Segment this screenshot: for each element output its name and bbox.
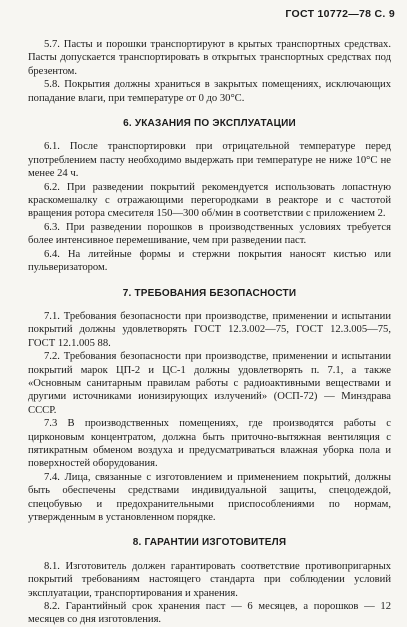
paragraph-5-7: 5.7. Пасты и порошки транспортируют в крытых транспортных средствах. Пасты допускается транспортировать в открытых транспортных средствах под брезентом. [28, 39, 391, 77]
paragraph-6-1: 6.1. После транспортировки при отрицательной температуре перед употреблением пасту необходимо выдержать при температуре не ниже 10°С не менее 24 ч. [28, 141, 391, 180]
paragraph-8-1: 8.1. Изготовитель должен гарантировать соответствие противопригарных покрытий требованиям настоящего стандарта при соблюдении условий эксплуатации, транспортирования и хранения. [28, 560, 391, 599]
section-title-6: 6. УКАЗАНИЯ ПО ЭКСПЛУАТАЦИИ [123, 118, 296, 130]
paragraph-6-2: 6.2. При разведении покрытий рекомендуется использовать лопастную краскомешалку с отражающими перегородками в реакторе и с частотой вращения ротора смесителя 150—300 об/мин в соответствии с приложением 2. [28, 181, 391, 220]
paragraph-7-4: 7.4. Лица, связанные с изготовлением и применением покрытий, должны быть обеспечены средствами индивидуальной защиты, спецодеждой, спецобувью и предохранительными приспособлениями по нормам, утвержденным в установленном порядке. [28, 471, 391, 523]
paragraph-7-1: 7.1. Требования безопасности при производстве, применении и испытании покрытий должны удовлетворять ГОСТ 12.3.002—75, ГОСТ 12.3.005—75, ГОСТ 12.1.005 88. [28, 310, 391, 349]
section-title-8: 8. ГАРАНТИИ ИЗГОТОВИТЕЛЯ [132, 537, 287, 549]
paragraph-5-8: 5.8. Покрытия должны храниться в закрытых помещениях, исключающих попадание влаги, при температуре от 0 до 30°С. [28, 79, 391, 104]
paragraph-7-2: 7.2. Требования безопасности при производстве, применении и испытании покрытий марок ЦП-2 и ЦС-1 должны удовлетворять п. 7.1, а также «Основным санитарным правилам работы с радиоактивными веществами и другими источниками ионизирующих излучений» (ОСП-72) — Минздрава СССР. [28, 351, 391, 416]
paragraph-8-2: 8.2. Гарантийный срок хранения паст — 6 месяцев, а порошков — 12 месяцев со дня изготовления. [28, 601, 391, 626]
paragraph-6-3: 6.3. При разведении порошков в производственных условиях требуется более интенсивное перемешивание, чем при разведении паст. [28, 221, 391, 247]
paragraph-7-3: 7.3 В производственных помещениях, где производятся работы с цирконовым концентратом, должна быть приточно-вытяжная вентиляция с пятикратным обменом воздуха и предусматриваться влажная уборка пола и поверхностей оборудования. [28, 418, 391, 470]
document-body [28, 38, 391, 627]
paragraph-6-4: 6.4. На литейные формы и стержни покрытия наносят кистью или пульверизатором. [28, 248, 391, 274]
section-title-7: 7. ТРЕБОВАНИЯ БЕЗОПАСНОСТИ [122, 287, 297, 299]
page-header: ГОСТ 10772—78 С. 9 [285, 8, 395, 20]
